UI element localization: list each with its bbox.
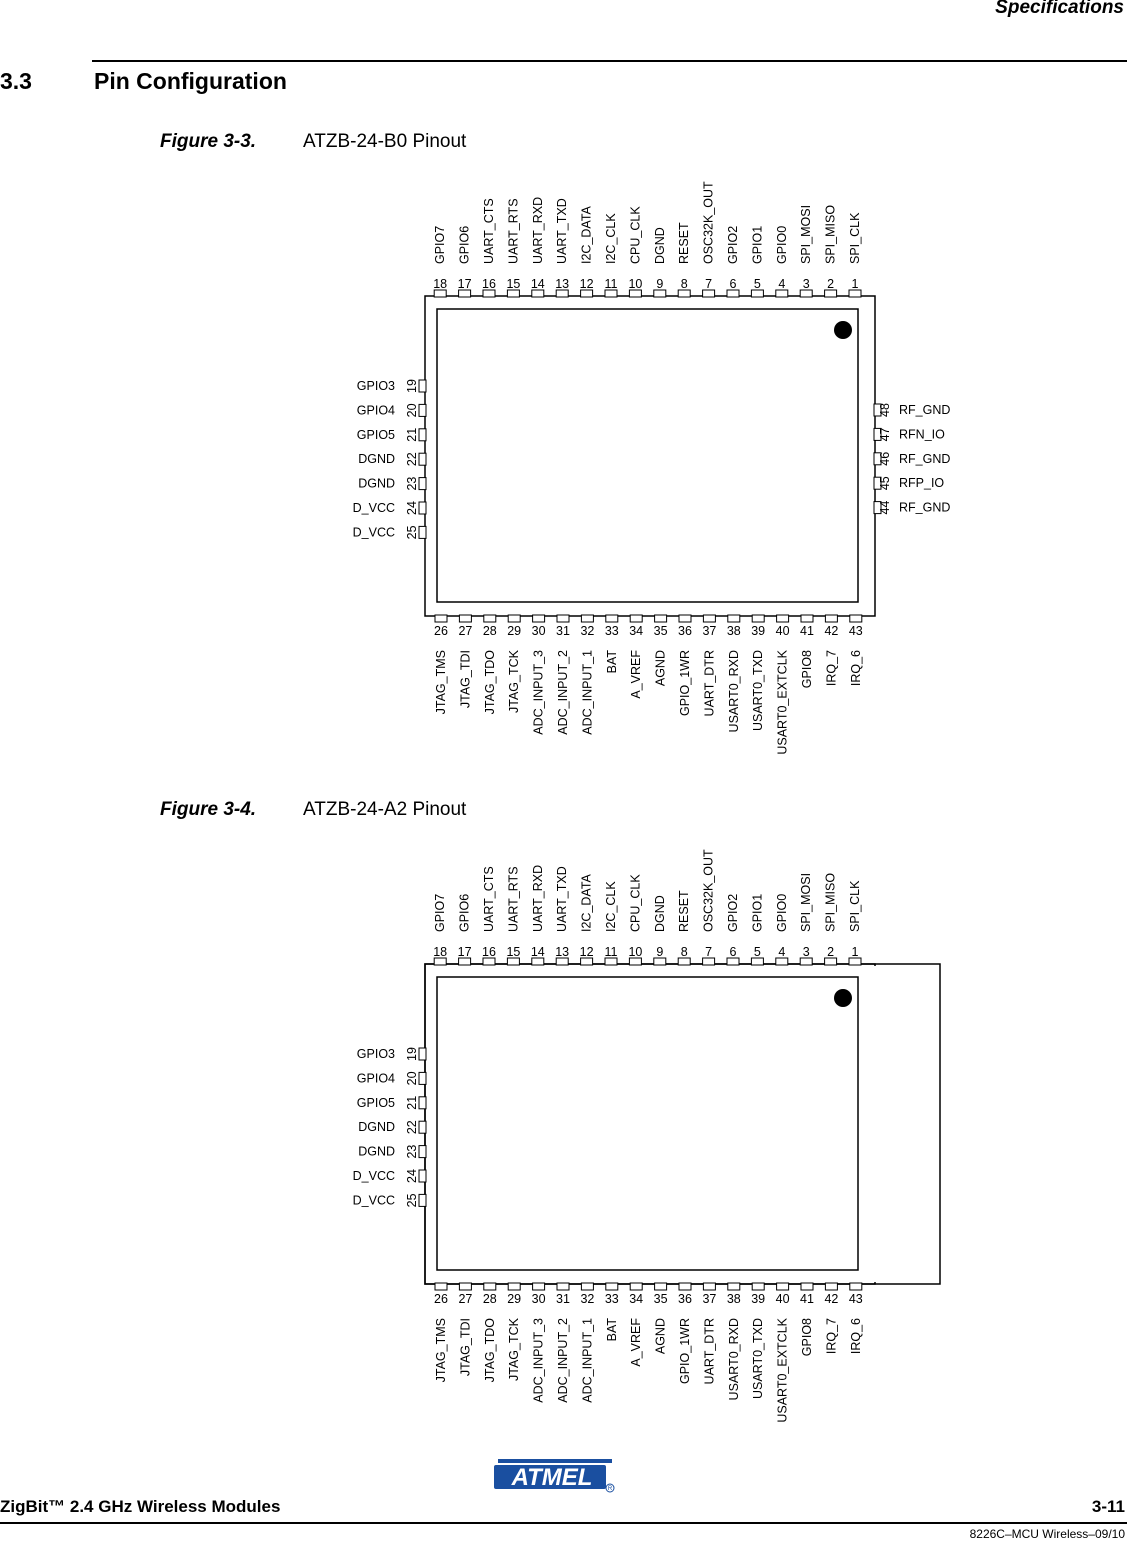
top-pin-name: GPIO0 bbox=[774, 225, 789, 264]
figure-label-2: Figure 3-4. bbox=[160, 799, 257, 820]
right-pin-name: RF_GND bbox=[899, 500, 951, 515]
bottom-pin-pad bbox=[850, 615, 862, 622]
figure-label-1: Figure 3-3. bbox=[160, 131, 257, 152]
left-pin-number: 24 bbox=[405, 1169, 419, 1183]
left-pin-pad bbox=[419, 1097, 426, 1109]
top-pin-pad bbox=[483, 958, 495, 965]
top-pin-name: GPIO2 bbox=[726, 893, 740, 932]
top-pin-name: I2C_CLK bbox=[604, 881, 618, 932]
left-pin-pad bbox=[419, 502, 426, 514]
bottom-pin-number: 35 bbox=[653, 624, 668, 638]
top-pin-pad bbox=[629, 958, 641, 965]
left-pin-pad bbox=[419, 453, 426, 465]
top-pin-name: CPU_CLK bbox=[628, 206, 643, 264]
bottom-pin-pad bbox=[484, 1283, 496, 1290]
top-pin-name: UART_RXD bbox=[530, 864, 545, 932]
bottom-pin-name: GPIO_1WR bbox=[678, 1318, 692, 1384]
left-pin-name: D_VCC bbox=[352, 525, 395, 540]
top-pin-name: UART_RTS bbox=[506, 866, 521, 932]
bottom-pin-pad bbox=[703, 615, 715, 622]
top-pin-name: SPI_CLK bbox=[848, 880, 862, 932]
top-pin-pad bbox=[459, 958, 471, 965]
top-pin-number: 13 bbox=[555, 945, 570, 959]
bottom-pin-name: IRQ_6 bbox=[848, 1318, 863, 1355]
bottom-pin-pad bbox=[533, 1283, 545, 1290]
bottom-pin-number: 30 bbox=[531, 1292, 546, 1306]
bottom-pin-number: 36 bbox=[678, 1292, 692, 1306]
top-pin-name: OSC32K_OUT bbox=[701, 849, 716, 932]
bottom-pin-number: 42 bbox=[824, 624, 839, 638]
bottom-pin-number: 28 bbox=[482, 1292, 497, 1306]
bottom-pin-pad bbox=[752, 615, 764, 622]
bottom-pin-pad bbox=[508, 1283, 520, 1290]
footer-rule bbox=[0, 1522, 1127, 1524]
bottom-pin-name: GPIO8 bbox=[800, 1318, 814, 1357]
left-pin-number: 23 bbox=[405, 476, 419, 491]
bottom-pin-number: 33 bbox=[604, 1292, 619, 1306]
bottom-pin-name: ADC_INPUT_3 bbox=[531, 1318, 546, 1403]
top-pin-pad bbox=[678, 958, 690, 965]
left-pin-pad bbox=[419, 1170, 426, 1182]
bottom-pin-name: USART0_RXD bbox=[726, 1318, 741, 1401]
logo-lettering: ATMEL bbox=[511, 1464, 593, 1491]
top-pin-name: SPI_MOSI bbox=[799, 204, 814, 264]
bottom-pin-number: 26 bbox=[434, 1292, 448, 1306]
right-pin-number: 44 bbox=[878, 500, 892, 515]
top-pin-number: 12 bbox=[579, 277, 594, 291]
right-pin-number: 46 bbox=[878, 451, 892, 466]
bottom-pin-name: A_VREF bbox=[629, 1318, 644, 1367]
bottom-pin-name: UART_DTR bbox=[702, 650, 717, 717]
bottom-pin-number: 30 bbox=[531, 624, 546, 638]
top-pin-number: 11 bbox=[604, 945, 618, 959]
figure-title-2: ATZB-24-A2 Pinout bbox=[303, 799, 467, 820]
bottom-pin-number: 28 bbox=[482, 624, 497, 638]
left-pin-number: 19 bbox=[405, 379, 419, 393]
bottom-pin-pad bbox=[606, 615, 618, 622]
bottom-pin-pad bbox=[557, 1283, 569, 1290]
top-pin-number: 17 bbox=[457, 945, 472, 959]
bottom-pin-name: JTAG_TCK bbox=[507, 650, 522, 713]
top-pin-name: UART_CTS bbox=[482, 866, 496, 932]
left-pin-number: 23 bbox=[405, 1144, 419, 1159]
top-pin-name: CPU_CLK bbox=[628, 874, 643, 932]
top-pin-name: GPIO7 bbox=[433, 893, 448, 932]
top-pin-number: 9 bbox=[656, 945, 664, 959]
left-pin-name: DGND bbox=[358, 1144, 395, 1159]
top-pin-pad bbox=[556, 290, 568, 297]
top-pin-name: GPIO1 bbox=[750, 225, 765, 264]
bottom-pin-pad bbox=[825, 615, 837, 622]
bottom-pin-pad bbox=[630, 1283, 642, 1290]
bottom-pin-number: 31 bbox=[556, 624, 570, 638]
bottom-pin-name: USART0_TXD bbox=[751, 1318, 766, 1400]
top-pin-number: 1 bbox=[851, 277, 859, 291]
top-pin-pad bbox=[581, 290, 593, 297]
top-pin-name: DGND bbox=[652, 895, 667, 932]
bottom-pin-pad bbox=[557, 615, 569, 622]
top-pin-name: I2C_DATA bbox=[579, 874, 594, 932]
bottom-pin-pad bbox=[801, 615, 813, 622]
bottom-pin-name: ADC_INPUT_1 bbox=[580, 1318, 595, 1403]
top-pin-pad bbox=[678, 290, 690, 297]
right-pin-name: RF_GND bbox=[899, 451, 951, 466]
top-pin-pad bbox=[751, 290, 763, 297]
left-pin-number: 25 bbox=[405, 525, 419, 540]
left-pin-pad bbox=[419, 429, 426, 441]
bottom-pin-pad bbox=[484, 615, 496, 622]
bottom-pin-pad bbox=[581, 1283, 593, 1290]
top-pin-number: 16 bbox=[482, 277, 496, 291]
bottom-pin-name: USART0_RXD bbox=[726, 650, 741, 733]
bottom-pin-number: 29 bbox=[507, 1292, 522, 1306]
left-pin-number: 22 bbox=[405, 1120, 419, 1135]
left-pin-pad bbox=[419, 380, 426, 392]
left-pin-pad bbox=[419, 478, 426, 490]
top-pin-number: 5 bbox=[753, 277, 761, 291]
bottom-pin-name: AGND bbox=[653, 650, 668, 687]
top-pin-pad bbox=[825, 958, 837, 965]
bottom-pin-number: 32 bbox=[580, 624, 595, 638]
top-pin-pad bbox=[800, 290, 812, 297]
bottom-pin-pad bbox=[801, 1283, 813, 1290]
top-pin-pad bbox=[800, 958, 812, 965]
left-pin-number: 24 bbox=[405, 501, 419, 515]
top-pin-pad bbox=[703, 958, 715, 965]
bottom-pin-number: 27 bbox=[458, 624, 473, 638]
bottom-pin-pad bbox=[679, 1283, 691, 1290]
module-shield bbox=[437, 977, 858, 1270]
top-pin-number: 18 bbox=[433, 945, 448, 959]
module-shield bbox=[437, 309, 858, 602]
bottom-pin-number: 37 bbox=[702, 1292, 717, 1306]
top-pin-number: 8 bbox=[680, 277, 688, 291]
top-pin-pad bbox=[654, 958, 666, 965]
top-pin-pad bbox=[556, 958, 568, 965]
left-pin-pad bbox=[419, 404, 426, 416]
bottom-pin-name: BAT bbox=[604, 650, 619, 674]
top-pin-name: UART_RTS bbox=[506, 198, 521, 264]
top-pin-number: 1 bbox=[851, 945, 859, 959]
left-pin-number: 21 bbox=[405, 427, 419, 442]
left-pin-name: GPIO5 bbox=[356, 427, 395, 442]
top-pin-pad bbox=[507, 290, 519, 297]
top-pin-pad bbox=[605, 290, 617, 297]
bottom-pin-number: 42 bbox=[824, 1292, 839, 1306]
top-pin-name: GPIO1 bbox=[750, 893, 765, 932]
top-pin-pad bbox=[507, 958, 519, 965]
bottom-pin-number: 34 bbox=[629, 1292, 644, 1306]
bottom-pin-number: 34 bbox=[629, 624, 644, 638]
pin1-marker-dot bbox=[834, 989, 852, 1007]
bottom-pin-pad bbox=[703, 1283, 715, 1290]
top-pin-pad bbox=[825, 290, 837, 297]
left-pin-name: GPIO5 bbox=[356, 1095, 395, 1110]
top-pin-number: 10 bbox=[628, 945, 643, 959]
bottom-pin-name: JTAG_TMS bbox=[434, 1318, 448, 1383]
top-pin-number: 9 bbox=[656, 277, 664, 291]
bottom-pin-pad bbox=[508, 615, 520, 622]
top-pin-name: SPI_MISO bbox=[823, 872, 838, 932]
bottom-pin-name: JTAG_TDO bbox=[482, 650, 497, 715]
top-pin-pad bbox=[434, 290, 446, 297]
bottom-pin-name: JTAG_TCK bbox=[507, 1318, 522, 1381]
outline-gap bbox=[874, 966, 878, 1282]
top-pin-number: 5 bbox=[753, 945, 761, 959]
top-pin-pad bbox=[849, 290, 861, 297]
top-pin-pad bbox=[727, 958, 739, 965]
pin1-marker-dot bbox=[834, 321, 852, 339]
left-pin-number: 19 bbox=[405, 1047, 419, 1061]
left-pin-pad bbox=[419, 1048, 426, 1060]
bottom-pin-pad bbox=[459, 615, 471, 622]
top-pin-name: DGND bbox=[652, 227, 667, 264]
top-pin-number: 14 bbox=[530, 277, 545, 291]
top-pin-pad bbox=[776, 958, 788, 965]
bottom-pin-number: 27 bbox=[458, 1292, 473, 1306]
top-pin-name: UART_RXD bbox=[530, 196, 545, 264]
top-pin-name: SPI_MISO bbox=[823, 204, 838, 264]
atmel-logo-icon bbox=[494, 1458, 618, 1494]
left-pin-name: GPIO4 bbox=[356, 1071, 395, 1086]
bottom-pin-name: JTAG_TDO bbox=[482, 1318, 497, 1383]
bottom-pin-name: ADC_INPUT_3 bbox=[531, 650, 546, 735]
bottom-pin-number: 41 bbox=[800, 1292, 814, 1306]
module-outline bbox=[425, 296, 875, 616]
bottom-pin-pad bbox=[728, 615, 740, 622]
right-pin-number: 45 bbox=[878, 476, 892, 491]
bottom-pin-number: 43 bbox=[848, 1292, 863, 1306]
top-pin-number: 15 bbox=[506, 277, 521, 291]
top-pin-name: GPIO6 bbox=[457, 225, 472, 264]
left-pin-number: 20 bbox=[405, 1071, 419, 1086]
top-pin-number: 2 bbox=[827, 277, 835, 291]
bottom-pin-name: ADC_INPUT_1 bbox=[580, 650, 595, 735]
left-pin-name: DGND bbox=[358, 476, 395, 491]
bottom-pin-number: 31 bbox=[556, 1292, 570, 1306]
top-pin-pad bbox=[703, 290, 715, 297]
top-pin-number: 11 bbox=[604, 277, 618, 291]
bottom-pin-number: 40 bbox=[775, 1292, 790, 1306]
left-pin-name: GPIO4 bbox=[356, 403, 395, 418]
left-pin-number: 21 bbox=[405, 1095, 419, 1110]
top-pin-name: GPIO6 bbox=[457, 893, 472, 932]
top-pin-name: UART_TXD bbox=[555, 866, 570, 932]
top-pin-number: 18 bbox=[433, 277, 448, 291]
right-pin-number: 47 bbox=[878, 427, 892, 442]
left-pin-number: 25 bbox=[405, 1193, 419, 1208]
bottom-pin-name: JTAG_TMS bbox=[434, 650, 448, 715]
bottom-pin-number: 39 bbox=[751, 624, 766, 638]
top-pin-number: 2 bbox=[827, 945, 835, 959]
left-pin-pad bbox=[419, 1072, 426, 1084]
bottom-pin-pad bbox=[752, 1283, 764, 1290]
bottom-pin-name: BAT bbox=[604, 1318, 619, 1342]
bottom-pin-number: 41 bbox=[800, 624, 814, 638]
top-pin-number: 3 bbox=[802, 945, 810, 959]
pcb-antenna-outline bbox=[425, 964, 940, 1284]
top-pin-name: SPI_MOSI bbox=[799, 872, 814, 932]
top-pin-pad bbox=[654, 290, 666, 297]
bottom-pin-name: IRQ_7 bbox=[824, 650, 839, 687]
top-pin-name: I2C_CLK bbox=[604, 213, 618, 264]
top-pin-number: 7 bbox=[705, 945, 713, 959]
left-pin-name: DGND bbox=[358, 452, 395, 467]
bottom-pin-name: JTAG_TDI bbox=[458, 1318, 473, 1377]
bottom-pin-name: USART0_TXD bbox=[751, 650, 766, 732]
footer-product-name: ZigBit™ 2.4 GHz Wireless Modules bbox=[0, 1497, 281, 1516]
top-pin-name: UART_CTS bbox=[482, 198, 496, 264]
bottom-pin-pad bbox=[533, 615, 545, 622]
bottom-pin-name: IRQ_6 bbox=[848, 650, 863, 687]
bottom-pin-number: 37 bbox=[702, 624, 717, 638]
top-pin-name: RESET bbox=[677, 222, 692, 264]
bottom-pin-number: 33 bbox=[604, 624, 619, 638]
left-pin-name: D_VCC bbox=[352, 1193, 395, 1208]
bottom-pin-name: GPIO_1WR bbox=[678, 650, 692, 716]
top-pin-pad bbox=[459, 290, 471, 297]
top-pin-name: GPIO0 bbox=[774, 893, 789, 932]
bottom-pin-pad bbox=[630, 615, 642, 622]
bottom-pin-pad bbox=[825, 1283, 837, 1290]
top-pin-name: GPIO2 bbox=[726, 225, 740, 264]
top-pin-number: 6 bbox=[729, 945, 737, 959]
top-pin-number: 3 bbox=[802, 277, 810, 291]
right-pin-number: 48 bbox=[878, 403, 892, 417]
bottom-pin-pad bbox=[850, 1283, 862, 1290]
top-pin-pad bbox=[605, 958, 617, 965]
right-pin-name: RF_GND bbox=[899, 403, 951, 417]
bottom-pin-number: 38 bbox=[726, 1292, 741, 1306]
top-pin-pad bbox=[532, 958, 544, 965]
bottom-pin-number: 29 bbox=[507, 624, 522, 638]
top-pin-name: OSC32K_OUT bbox=[701, 181, 716, 264]
section-title: Pin Configuration bbox=[94, 68, 287, 94]
top-pin-number: 16 bbox=[482, 945, 496, 959]
bottom-pin-name: JTAG_TDI bbox=[458, 650, 473, 709]
right-pin-name: RFP_IO bbox=[899, 476, 945, 491]
bottom-pin-name: A_VREF bbox=[629, 650, 644, 699]
left-pin-pad bbox=[419, 526, 426, 538]
bottom-pin-name: USART0_EXTCLK bbox=[775, 1318, 790, 1423]
top-pin-name: SPI_CLK bbox=[848, 212, 862, 264]
right-pin-name: RFN_IO bbox=[899, 427, 945, 442]
top-pin-number: 4 bbox=[778, 277, 786, 291]
bottom-pin-number: 40 bbox=[775, 624, 790, 638]
left-pin-number: 22 bbox=[405, 452, 419, 467]
top-pin-number: 12 bbox=[579, 945, 594, 959]
left-pin-pad bbox=[419, 1194, 426, 1206]
left-pin-name: GPIO3 bbox=[356, 379, 395, 393]
top-pin-number: 14 bbox=[530, 945, 545, 959]
top-pin-number: 10 bbox=[628, 277, 643, 291]
top-pin-number: 17 bbox=[457, 277, 472, 291]
running-header: Specifications bbox=[995, 0, 1124, 18]
bottom-pin-name: USART0_EXTCLK bbox=[775, 650, 790, 755]
bottom-pin-number: 35 bbox=[653, 1292, 668, 1306]
top-pin-number: 15 bbox=[506, 945, 521, 959]
top-pin-pad bbox=[532, 290, 544, 297]
top-pin-number: 7 bbox=[705, 277, 713, 291]
document-code: 8226C–MCU Wireless–09/10 bbox=[969, 1527, 1125, 1541]
top-pin-pad bbox=[727, 290, 739, 297]
pinout-diagram-a2 bbox=[0, 668, 1127, 1423]
bottom-pin-number: 26 bbox=[434, 624, 448, 638]
bottom-pin-pad bbox=[459, 1283, 471, 1290]
bottom-pin-name: IRQ_7 bbox=[824, 1318, 839, 1355]
top-pin-number: 8 bbox=[680, 945, 688, 959]
bottom-pin-number: 39 bbox=[751, 1292, 766, 1306]
left-pin-pad bbox=[419, 1121, 426, 1133]
top-pin-number: 4 bbox=[778, 945, 786, 959]
bottom-pin-pad bbox=[655, 1283, 667, 1290]
bottom-pin-pad bbox=[435, 615, 447, 622]
top-pin-name: UART_TXD bbox=[555, 198, 570, 264]
module-outline bbox=[425, 964, 875, 1284]
top-pin-name: GPIO7 bbox=[433, 225, 448, 264]
bottom-pin-pad bbox=[435, 1283, 447, 1290]
bottom-pin-pad bbox=[679, 615, 691, 622]
top-pin-pad bbox=[849, 958, 861, 965]
left-pin-name: D_VCC bbox=[352, 501, 395, 515]
top-pin-pad bbox=[483, 290, 495, 297]
bottom-pin-name: ADC_INPUT_2 bbox=[556, 650, 570, 735]
bottom-pin-pad bbox=[606, 1283, 618, 1290]
left-pin-pad bbox=[419, 1146, 426, 1158]
top-pin-number: 6 bbox=[729, 277, 737, 291]
svg-text:R: R bbox=[607, 1486, 613, 1492]
bottom-pin-pad bbox=[777, 1283, 789, 1290]
bottom-pin-number: 36 bbox=[678, 624, 692, 638]
top-pin-pad bbox=[751, 958, 763, 965]
top-pin-number: 13 bbox=[555, 277, 570, 291]
bottom-pin-pad bbox=[655, 615, 667, 622]
pinout-diagram-b0 bbox=[0, 0, 1127, 755]
bottom-pin-name: AGND bbox=[653, 1318, 668, 1355]
top-pin-pad bbox=[434, 958, 446, 965]
top-pin-name: RESET bbox=[677, 890, 692, 932]
left-pin-name: D_VCC bbox=[352, 1169, 395, 1183]
figure-title-1: ATZB-24-B0 Pinout bbox=[303, 131, 467, 152]
bottom-pin-name: UART_DTR bbox=[702, 1318, 717, 1385]
bottom-pin-number: 38 bbox=[726, 624, 741, 638]
bottom-pin-number: 32 bbox=[580, 1292, 595, 1306]
bottom-pin-pad bbox=[581, 615, 593, 622]
bottom-pin-pad bbox=[777, 615, 789, 622]
left-pin-name: DGND bbox=[358, 1120, 395, 1135]
bottom-pin-name: GPIO8 bbox=[800, 650, 814, 689]
left-pin-name: GPIO3 bbox=[356, 1047, 395, 1061]
section-number: 3.3 bbox=[0, 68, 32, 94]
top-pin-pad bbox=[581, 958, 593, 965]
left-pin-number: 20 bbox=[405, 403, 419, 418]
page-number: 3-11 bbox=[1091, 1497, 1125, 1516]
bottom-pin-name: ADC_INPUT_2 bbox=[556, 1318, 570, 1403]
top-pin-name: I2C_DATA bbox=[579, 206, 594, 264]
top-pin-pad bbox=[776, 290, 788, 297]
bottom-pin-number: 43 bbox=[848, 624, 863, 638]
top-pin-pad bbox=[629, 290, 641, 297]
bottom-pin-pad bbox=[728, 1283, 740, 1290]
